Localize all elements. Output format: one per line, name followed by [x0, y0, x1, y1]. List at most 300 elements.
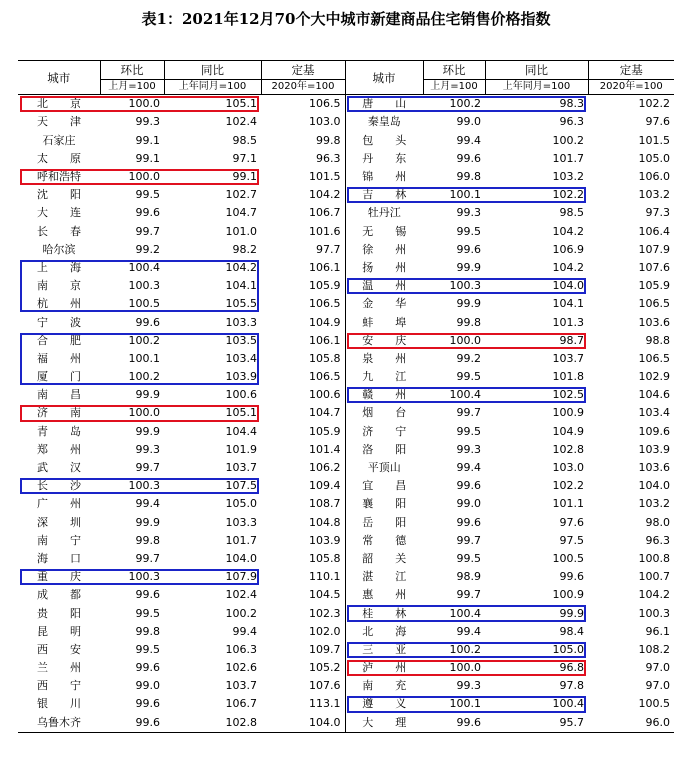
- cell-yoy-right: 103.7: [552, 351, 584, 365]
- table-body: [18, 95, 674, 733]
- table-row: [18, 677, 674, 695]
- cell-fixed-right: 103.6: [638, 315, 670, 329]
- cell-yoy-left: 102.7: [225, 188, 257, 202]
- cell-city-right: 吉 林: [345, 186, 423, 204]
- cell-mom-left: 99.8: [135, 624, 160, 638]
- cell-yoy-left: 101.7: [225, 533, 257, 547]
- cell-fixed-right: 96.1: [645, 624, 670, 638]
- table-row: [18, 313, 674, 331]
- cell-fixed-right: 98.8: [645, 333, 670, 347]
- table-row: [18, 659, 674, 677]
- cell-mom-left: 99.8: [135, 533, 160, 547]
- cell-fixed-left: 106.1: [309, 333, 341, 347]
- table-row: [18, 532, 674, 550]
- cell-city-left: 青 岛: [37, 424, 81, 438]
- header-mom-right: 环比: [423, 61, 485, 80]
- cell-fixed-left: 103.0: [309, 115, 341, 129]
- cell-mom-left: 99.9: [135, 515, 160, 529]
- table-row: [18, 223, 674, 241]
- table-row: [18, 550, 674, 568]
- cell-mom-right: 100.2: [449, 642, 481, 656]
- cell-city-right: 秦皇岛: [345, 113, 423, 131]
- cell-city-left: 天 津: [37, 115, 81, 129]
- table-row: [18, 604, 674, 622]
- cell-mom-right: 99.8: [456, 170, 481, 184]
- cell-city-left: 福 州: [37, 351, 81, 365]
- cell-yoy-left: 103.4: [225, 351, 257, 365]
- cell-mom-right: 99.6: [456, 479, 481, 493]
- cell-city-right: 金 华: [345, 295, 423, 313]
- cell-city-left: 南 昌: [37, 388, 81, 402]
- cell-mom-left: 99.7: [135, 224, 160, 238]
- header-yoy-base-right: 上年同月=100: [485, 80, 588, 95]
- cell-fixed-right: 106.4: [638, 224, 670, 238]
- cell-fixed-left: 106.7: [309, 206, 341, 220]
- cell-fixed-left: 108.7: [309, 497, 341, 511]
- cell-city-left: 昆 明: [37, 624, 81, 638]
- cell-yoy-right: 100.2: [552, 133, 584, 147]
- cell-city-left: 大 连: [37, 206, 81, 220]
- cell-city-right: 大 理: [345, 714, 423, 733]
- cell-yoy-right: 100.4: [552, 697, 584, 711]
- cell-mom-left: 99.5: [135, 606, 160, 620]
- cell-fixed-left: 105.8: [309, 351, 341, 365]
- cell-mom-right: 100.2: [449, 97, 481, 111]
- cell-mom-left: 99.0: [135, 679, 160, 693]
- cell-yoy-left: 105.1: [225, 97, 257, 111]
- cell-city-left: 南 京: [37, 279, 81, 293]
- cell-city-right: 岳 阳: [345, 514, 423, 532]
- cell-mom-left: 99.3: [135, 442, 160, 456]
- cell-yoy-left: 104.1: [225, 279, 257, 293]
- table-row: [18, 277, 674, 295]
- header-city-right: 城市: [345, 61, 423, 95]
- cell-fixed-left: 104.2: [309, 188, 341, 202]
- cell-city-left: 济 南: [37, 406, 81, 420]
- cell-yoy-left: 103.7: [225, 461, 257, 475]
- cell-fixed-left: 113.1: [309, 697, 341, 711]
- cell-mom-left: 100.3: [128, 479, 160, 493]
- cell-city-right: 北 海: [345, 623, 423, 641]
- cell-yoy-right: 101.8: [552, 370, 584, 384]
- cell-yoy-right: 97.8: [559, 679, 584, 693]
- cell-fixed-right: 97.3: [645, 206, 670, 220]
- cell-mom-left: 99.2: [135, 242, 160, 256]
- cell-city-right: 烟 台: [345, 404, 423, 422]
- cell-mom-right: 99.4: [456, 133, 481, 147]
- header-yoy-right: 同比: [485, 61, 588, 80]
- cell-city-left: 石家庄: [42, 133, 76, 147]
- cell-yoy-left: 103.9: [225, 370, 257, 384]
- table-row: [18, 459, 674, 477]
- cell-mom-right: 98.9: [456, 570, 481, 584]
- cell-city-right: 宜 昌: [345, 477, 423, 495]
- cell-mom-left: 100.2: [128, 370, 160, 384]
- table-row: [18, 332, 674, 350]
- cell-yoy-right: 101.3: [552, 315, 584, 329]
- cell-city-right: 无 锡: [345, 223, 423, 241]
- cell-mom-left: 100.1: [128, 351, 160, 365]
- cell-yoy-right: 99.6: [559, 570, 584, 584]
- cell-fixed-right: 109.6: [638, 424, 670, 438]
- cell-city-right: 洛 阳: [345, 441, 423, 459]
- cell-fixed-left: 105.9: [309, 424, 341, 438]
- cell-yoy-right: 102.2: [552, 479, 584, 493]
- cell-mom-right: 99.6: [456, 515, 481, 529]
- cell-mom-right: 99.6: [456, 151, 481, 165]
- cell-city-right: 牡丹江: [345, 204, 423, 222]
- cell-yoy-left: 103.7: [225, 679, 257, 693]
- cell-fixed-left: 105.9: [309, 279, 341, 293]
- cell-mom-left: 99.6: [135, 661, 160, 675]
- cell-mom-right: 99.3: [456, 442, 481, 456]
- cell-fixed-right: 105.0: [638, 151, 670, 165]
- table-row: [18, 295, 674, 313]
- cell-fixed-left: 106.5: [309, 370, 341, 384]
- cell-yoy-right: 103.2: [552, 170, 584, 184]
- cell-city-right: 遵 义: [345, 695, 423, 713]
- cell-yoy-right: 100.5: [552, 551, 584, 565]
- cell-city-left: 成 都: [37, 588, 81, 602]
- cell-fixed-left: 97.7: [316, 242, 341, 256]
- cell-city-right: 泉 州: [345, 350, 423, 368]
- cell-fixed-right: 103.9: [638, 442, 670, 456]
- cell-mom-right: 99.6: [423, 714, 485, 733]
- cell-mom-left: 100.3: [128, 279, 160, 293]
- cell-city-left: 海 口: [37, 551, 81, 565]
- table-row: [18, 714, 674, 733]
- cell-fixed-right: 97.6: [645, 115, 670, 129]
- cell-city-left: 上 海: [37, 260, 81, 274]
- cell-mom-left: 99.6: [135, 588, 160, 602]
- cell-yoy-right: 102.8: [552, 442, 584, 456]
- cell-city-right: 三 亚: [345, 641, 423, 659]
- cell-city-right: 常 德: [345, 532, 423, 550]
- cell-city-right: 温 州: [345, 277, 423, 295]
- cell-yoy-left: 102.6: [225, 661, 257, 675]
- cell-city-right: 蚌 埠: [345, 313, 423, 331]
- cell-fixed-right: 103.6: [638, 461, 670, 475]
- header-mom-left: 环比: [100, 61, 164, 80]
- cell-city-left: 重 庆: [37, 570, 81, 584]
- cell-fixed-left: 106.2: [309, 461, 341, 475]
- table-row: [18, 113, 674, 131]
- cell-fixed-left: 104.0: [261, 714, 345, 733]
- cell-fixed-right: 100.3: [638, 606, 670, 620]
- cell-fixed-left: 109.7: [309, 642, 341, 656]
- table-row: [18, 132, 674, 150]
- table-row: [18, 423, 674, 441]
- cell-mom-right: 99.6: [456, 242, 481, 256]
- cell-city-right: 济 宁: [345, 423, 423, 441]
- header-fixed-right: 定基: [588, 61, 674, 80]
- cell-yoy-right: 102.5: [552, 388, 584, 402]
- table-row: [18, 641, 674, 659]
- price-index-table: [18, 60, 674, 733]
- table-row: [18, 259, 674, 277]
- table-row: [18, 477, 674, 495]
- table-row: [18, 168, 674, 186]
- cell-mom-left: 100.0: [128, 170, 160, 184]
- table-row: [18, 204, 674, 222]
- table-row: [18, 586, 674, 604]
- cell-fixed-right: 103.2: [638, 497, 670, 511]
- cell-fixed-left: 106.5: [309, 97, 341, 111]
- cell-mom-right: 99.0: [456, 497, 481, 511]
- cell-fixed-right: 100.8: [638, 551, 670, 565]
- cell-yoy-right: 96.3: [559, 115, 584, 129]
- header-mom-base-left: 上月=100: [100, 80, 164, 95]
- table-row: [18, 241, 674, 259]
- cell-mom-right: 99.3: [456, 206, 481, 220]
- cell-mom-left: 99.3: [135, 115, 160, 129]
- cell-fixed-left: 104.5: [309, 588, 341, 602]
- cell-yoy-right: 101.7: [552, 151, 584, 165]
- cell-fixed-left: 100.6: [309, 388, 341, 402]
- cell-city-left: 厦 门: [37, 370, 81, 384]
- cell-yoy-left: 104.2: [225, 260, 257, 274]
- cell-yoy-left: 107.5: [225, 479, 257, 493]
- cell-city-left: 太 原: [37, 151, 81, 165]
- cell-mom-left: 99.6: [135, 315, 160, 329]
- cell-fixed-left: 109.4: [309, 479, 341, 493]
- cell-yoy-right: 103.0: [552, 461, 584, 475]
- cell-city-right: 韶 关: [345, 550, 423, 568]
- cell-fixed-right: 107.6: [638, 260, 670, 274]
- table-row: [18, 95, 674, 114]
- cell-fixed-right: 106.0: [638, 170, 670, 184]
- cell-mom-right: 100.0: [449, 333, 481, 347]
- cell-city-right: 泸 州: [345, 659, 423, 677]
- cell-mom-left: 99.7: [135, 461, 160, 475]
- cell-mom-left: 99.9: [135, 424, 160, 438]
- cell-mom-left: 99.6: [135, 206, 160, 220]
- cell-yoy-right: 98.5: [559, 206, 584, 220]
- cell-mom-right: 99.7: [456, 588, 481, 602]
- cell-mom-left: 99.6: [100, 714, 164, 733]
- cell-mom-left: 99.9: [135, 388, 160, 402]
- header-fixed-base-left: 2020年=100: [261, 80, 345, 95]
- cell-fixed-right: 101.5: [638, 133, 670, 147]
- cell-fixed-right: 96.3: [645, 533, 670, 547]
- cell-fixed-left: 110.1: [309, 570, 341, 584]
- cell-mom-right: 100.0: [449, 661, 481, 675]
- cell-yoy-right: 104.0: [552, 279, 584, 293]
- header-mom-base-right: 上月=100: [423, 80, 485, 95]
- cell-yoy-right: 105.0: [552, 642, 584, 656]
- cell-mom-right: 99.5: [456, 424, 481, 438]
- cell-city-right: 九 江: [345, 368, 423, 386]
- cell-mom-right: 100.4: [449, 388, 481, 402]
- cell-yoy-left: 100.6: [225, 388, 257, 402]
- cell-mom-right: 99.5: [456, 224, 481, 238]
- cell-mom-left: 99.7: [135, 551, 160, 565]
- cell-city-left: 沈 阳: [37, 188, 81, 202]
- cell-yoy-right: 104.2: [552, 260, 584, 274]
- cell-city-left: 呼和浩特: [37, 170, 81, 184]
- cell-mom-right: 99.0: [456, 115, 481, 129]
- cell-mom-right: 99.9: [456, 297, 481, 311]
- cell-mom-left: 100.5: [128, 297, 160, 311]
- cell-city-left: 武 汉: [37, 461, 81, 475]
- table-row: [18, 386, 674, 404]
- cell-yoy-right: 98.3: [559, 97, 584, 111]
- cell-fixed-right: 98.0: [645, 515, 670, 529]
- cell-mom-right: 99.7: [456, 406, 481, 420]
- cell-city-left: 乌鲁木齐: [18, 714, 100, 733]
- cell-city-left: 广 州: [37, 497, 81, 511]
- cell-fixed-right: 103.2: [638, 188, 670, 202]
- cell-fixed-left: 96.3: [316, 151, 341, 165]
- header-fixed-left: 定基: [261, 61, 345, 80]
- cell-fixed-left: 101.4: [309, 442, 341, 456]
- cell-mom-right: 100.4: [449, 606, 481, 620]
- table-row: [18, 150, 674, 168]
- cell-yoy-right: 98.4: [559, 624, 584, 638]
- cell-yoy-left: 99.1: [232, 170, 257, 184]
- cell-yoy-right: 99.9: [559, 606, 584, 620]
- cell-mom-left: 100.4: [128, 260, 160, 274]
- cell-yoy-right: 101.1: [552, 497, 584, 511]
- cell-city-right: 徐 州: [345, 241, 423, 259]
- cell-city-right: 南 充: [345, 677, 423, 695]
- cell-mom-left: 100.2: [128, 333, 160, 347]
- header-yoy-left: 同比: [164, 61, 261, 80]
- cell-yoy-left: 97.1: [232, 151, 257, 165]
- cell-fixed-right: 103.4: [638, 406, 670, 420]
- cell-fixed-left: 105.2: [309, 661, 341, 675]
- cell-city-left: 长 春: [37, 224, 81, 238]
- cell-mom-left: 99.6: [135, 697, 160, 711]
- cell-city-left: 西 安: [37, 642, 81, 656]
- cell-yoy-right: 100.9: [552, 406, 584, 420]
- cell-fixed-right: 106.5: [638, 297, 670, 311]
- cell-city-left: 宁 波: [37, 315, 81, 329]
- cell-mom-right: 99.5: [456, 551, 481, 565]
- cell-yoy-right: 104.1: [552, 297, 584, 311]
- cell-yoy-left: 107.9: [225, 570, 257, 584]
- cell-fixed-left: 101.5: [309, 170, 341, 184]
- cell-fixed-left: 104.7: [309, 406, 341, 420]
- cell-city-left: 郑 州: [37, 442, 81, 456]
- table-row: [18, 404, 674, 422]
- cell-mom-right: 99.8: [456, 315, 481, 329]
- cell-yoy-left: 106.7: [225, 697, 257, 711]
- cell-yoy-left: 103.5: [225, 333, 257, 347]
- table-row: [18, 623, 674, 641]
- cell-fixed-left: 107.6: [309, 679, 341, 693]
- cell-mom-left: 99.1: [135, 151, 160, 165]
- cell-mom-left: 99.5: [135, 188, 160, 202]
- cell-yoy-left: 105.5: [225, 297, 257, 311]
- table-title: 表1：2021年12月70个大中城市新建商品住宅销售价格指数: [141, 10, 551, 28]
- cell-city-left: 哈尔滨: [42, 242, 76, 256]
- cell-fixed-left: 105.8: [309, 551, 341, 565]
- cell-mom-right: 99.5: [456, 370, 481, 384]
- cell-mom-right: 99.7: [456, 533, 481, 547]
- cell-yoy-right: 95.7: [485, 714, 588, 733]
- cell-fixed-left: 99.8: [316, 133, 341, 147]
- cell-fixed-right: 97.0: [645, 679, 670, 693]
- cell-yoy-left: 98.2: [232, 242, 257, 256]
- cell-fixed-right: 104.6: [638, 388, 670, 402]
- cell-yoy-left: 102.4: [225, 588, 257, 602]
- table-row: [18, 368, 674, 386]
- cell-city-right: 丹 东: [345, 150, 423, 168]
- table-row: [18, 186, 674, 204]
- cell-fixed-left: 104.9: [309, 315, 341, 329]
- header-yoy-base-left: 上年同月=100: [164, 80, 261, 95]
- cell-city-left: 贵 阳: [37, 606, 81, 620]
- cell-mom-left: 99.1: [135, 133, 160, 147]
- cell-fixed-left: 103.9: [309, 533, 341, 547]
- cell-mom-right: 100.1: [449, 188, 481, 202]
- cell-mom-left: 100.0: [128, 97, 160, 111]
- cell-city-right: 包 头: [345, 132, 423, 150]
- cell-yoy-left: 103.3: [225, 515, 257, 529]
- cell-fixed-right: 100.5: [638, 697, 670, 711]
- table-row: [18, 495, 674, 513]
- cell-fixed-right: 104.0: [638, 479, 670, 493]
- cell-city-left: 银 川: [37, 697, 81, 711]
- header-city-left: 城市: [18, 61, 100, 95]
- cell-fixed-left: 106.1: [309, 260, 341, 274]
- table-row: [18, 695, 674, 713]
- cell-city-right: 锦 州: [345, 168, 423, 186]
- cell-fixed-right: 102.9: [638, 370, 670, 384]
- cell-yoy-left: 105.1: [225, 406, 257, 420]
- cell-yoy-right: 98.7: [559, 333, 584, 347]
- cell-city-left: 南 宁: [37, 533, 81, 547]
- cell-yoy-left: 100.2: [225, 606, 257, 620]
- cell-yoy-left: 99.4: [232, 624, 257, 638]
- cell-city-left: 长 沙: [37, 479, 81, 493]
- cell-yoy-left: 104.7: [225, 206, 257, 220]
- table-row: [18, 350, 674, 368]
- cell-city-right: 桂 林: [345, 604, 423, 622]
- cell-fixed-right: 97.0: [645, 661, 670, 675]
- cell-city-right: 惠 州: [345, 586, 423, 604]
- cell-yoy-right: 102.2: [552, 188, 584, 202]
- cell-yoy-left: 103.3: [225, 315, 257, 329]
- cell-yoy-left: 98.5: [232, 133, 257, 147]
- cell-city-left: 西 宁: [37, 679, 81, 693]
- cell-fixed-right: 100.7: [638, 570, 670, 584]
- cell-fixed-left: 106.5: [309, 297, 341, 311]
- cell-fixed-right: 105.9: [638, 279, 670, 293]
- header-row-main: [18, 61, 674, 80]
- cell-fixed-left: 104.8: [309, 515, 341, 529]
- cell-city-right: 襄 阳: [345, 495, 423, 513]
- cell-yoy-right: 106.9: [552, 242, 584, 256]
- cell-mom-left: 100.0: [128, 406, 160, 420]
- cell-city-left: 兰 州: [37, 661, 81, 675]
- cell-yoy-right: 97.5: [559, 533, 584, 547]
- cell-fixed-right: 106.5: [638, 351, 670, 365]
- table-row: [18, 568, 674, 586]
- cell-yoy-left: 104.0: [225, 551, 257, 565]
- cell-yoy-right: 96.8: [559, 661, 584, 675]
- cell-fixed-right: 107.9: [638, 242, 670, 256]
- cell-mom-right: 100.3: [449, 279, 481, 293]
- cell-city-right: 平顶山: [345, 459, 423, 477]
- table-row: [18, 441, 674, 459]
- cell-fixed-right: 108.2: [638, 642, 670, 656]
- cell-city-right: 湛 江: [345, 568, 423, 586]
- cell-fixed-left: 102.3: [309, 606, 341, 620]
- cell-yoy-right: 104.9: [552, 424, 584, 438]
- cell-city-left: 深 圳: [37, 515, 81, 529]
